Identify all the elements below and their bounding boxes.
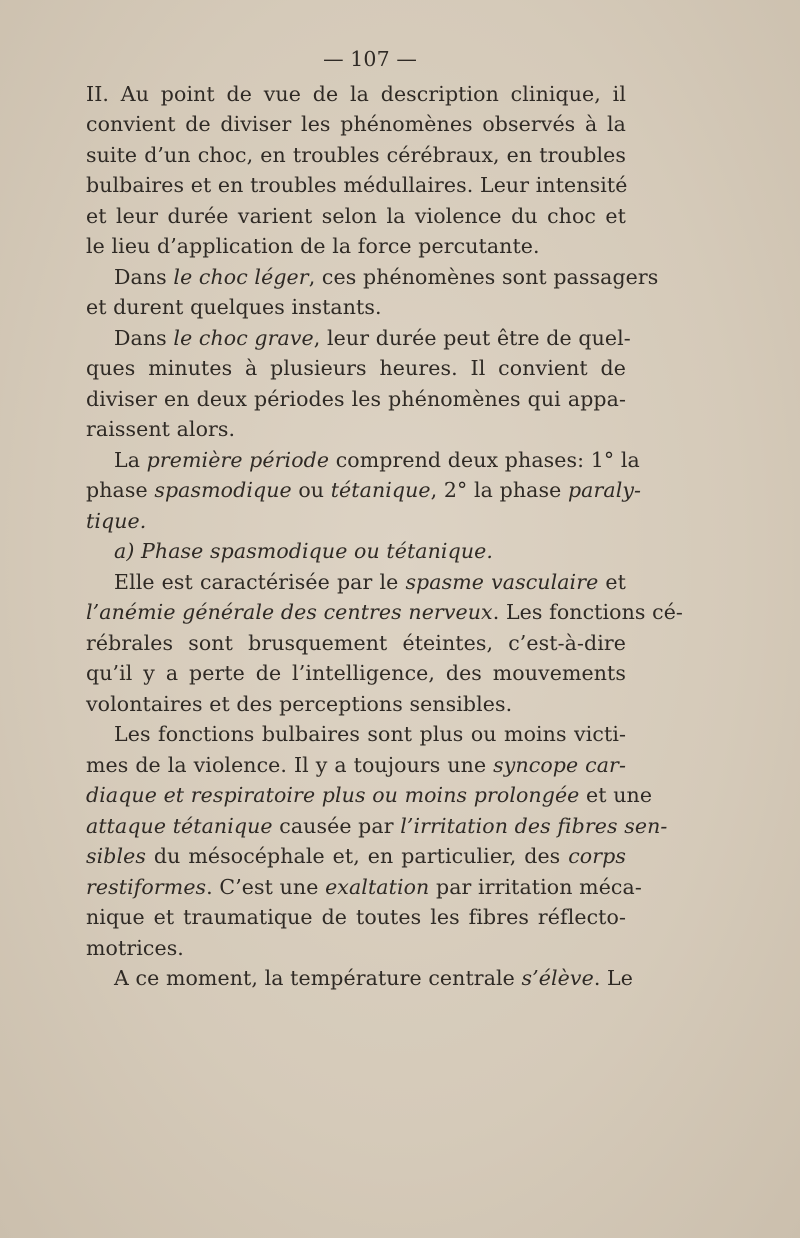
- italic-text: le choc grave: [173, 325, 314, 350]
- text-segment: mes de la violence. Il y a toujours une: [86, 752, 494, 777]
- italic-text: s’élève: [521, 966, 594, 990]
- text-line: [86, 567, 626, 598]
- text-segment: et: [598, 569, 626, 594]
- text-segment: phase: [86, 478, 155, 502]
- text-line: [86, 750, 626, 781]
- italic-text: restiformes: [86, 874, 207, 899]
- text-segment: Dans: [114, 325, 174, 350]
- text-segment: raissent alors.: [86, 417, 236, 441]
- italic-text: tique.: [86, 508, 147, 533]
- text-segment: rébrales sont brusquement éteintes, c’est-à-dire: [86, 630, 626, 655]
- text-segment: et une: [579, 783, 653, 807]
- text-segment: II. Au point de vue de la description clinique, il: [86, 81, 626, 106]
- text-segment: A ce moment, la température centrale: [114, 966, 522, 990]
- text-segment: . Les fonctions cé-: [492, 600, 683, 624]
- text-segment: causée par: [272, 813, 401, 838]
- text-segment: et leur durée varient selon la violence du choc et: [86, 203, 626, 228]
- text-line: [86, 811, 668, 842]
- text-line: [86, 262, 659, 293]
- page-text: [86, 44, 683, 994]
- italic-text: paraly-: [567, 478, 642, 502]
- text-segment: Dans: [114, 264, 174, 289]
- italic-text: corps: [568, 844, 626, 868]
- text-segment: ou: [291, 478, 331, 502]
- text-line: [86, 658, 626, 689]
- text-line: [86, 323, 631, 354]
- text-segment: nique et traumatique de toutes les fibres réflecto-: [86, 905, 626, 929]
- italic-text: syncope car-: [493, 752, 626, 777]
- text-line: [86, 292, 626, 323]
- text-segment: convient de diviser les phénomènes observés à la: [86, 112, 626, 136]
- italic-text: exaltation: [325, 874, 430, 899]
- text-line: [86, 719, 626, 750]
- text-line: [86, 170, 626, 201]
- text-line: [86, 902, 626, 933]
- text-line: [86, 597, 683, 628]
- text-line: [86, 872, 642, 903]
- italic-text: spasmodique: [154, 478, 292, 502]
- text-line: [86, 384, 626, 415]
- italic-text: attaque tétanique: [86, 813, 273, 838]
- italic-text: l’anémie générale des centres nerveux: [86, 600, 493, 624]
- text-line: [86, 231, 626, 262]
- text-line: [86, 628, 626, 659]
- text-segment: par irritation méca-: [429, 874, 642, 899]
- italic-text: diaque et respiratoire plus ou moins prolongée: [86, 783, 580, 807]
- text-line: [86, 445, 640, 476]
- page-number: — 107 —: [323, 47, 417, 71]
- italic-text: l’irritation des fibres sen-: [400, 813, 668, 838]
- text-line: [86, 933, 626, 964]
- text-segment: suite d’un choc, en troubles cérébraux, en troubles: [86, 142, 626, 167]
- text-line: [86, 536, 626, 567]
- text-segment: Les fonctions bulbaires sont plus ou moins victi-: [114, 722, 626, 746]
- text-segment: La: [114, 447, 147, 472]
- text-segment: ques minutes à plusieurs heures. Il convient de: [86, 356, 626, 380]
- text-line: [86, 475, 642, 506]
- text-line: [86, 109, 626, 140]
- text-segment: volontaires et des perceptions sensibles.: [86, 691, 513, 716]
- text-line: [86, 506, 626, 537]
- text-segment: qu’il y a perte de l’intelligence, des mouvements: [86, 661, 626, 685]
- text-line: [86, 841, 626, 872]
- text-line: [86, 140, 626, 171]
- text-segment: motrices.: [86, 935, 184, 960]
- italic-text: première période: [146, 447, 330, 472]
- text-line: [86, 201, 626, 232]
- italic-text: a) Phase spasmodique ou tétanique.: [114, 539, 493, 563]
- text-line: [86, 689, 626, 720]
- italic-text: sibles: [86, 844, 147, 868]
- text-segment: diviser en deux périodes les phénomènes qui appa-: [86, 386, 626, 411]
- italic-text: spasme vasculaire: [405, 569, 599, 594]
- italic-text: le choc léger: [173, 264, 309, 289]
- text-line: [86, 963, 633, 994]
- text-segment: . C’est une: [206, 874, 326, 899]
- text-segment: , 2° la phase: [430, 478, 568, 502]
- text-line: [86, 353, 626, 384]
- text-line: [86, 79, 626, 110]
- text-line: [86, 780, 653, 811]
- italic-text: tétanique: [330, 478, 431, 502]
- text-line: [86, 414, 626, 445]
- text-segment: le lieu d’application de la force percutante.: [86, 234, 540, 258]
- text-segment: , leur durée peut être de quel-: [313, 325, 631, 350]
- text-segment: bulbaires et en troubles médullaires. Leur intensité: [86, 173, 628, 197]
- text-segment: du mésocéphale et, en particulier, des: [146, 844, 569, 868]
- text-segment: . Le: [593, 966, 633, 990]
- text-segment: Elle est caractérisée par le: [114, 569, 406, 594]
- body-text: [86, 79, 683, 994]
- text-segment: comprend deux phases: 1° la: [329, 447, 640, 472]
- text-segment: et durent quelques instants.: [86, 295, 382, 319]
- text-segment: , ces phénomènes sont passagers: [308, 264, 659, 289]
